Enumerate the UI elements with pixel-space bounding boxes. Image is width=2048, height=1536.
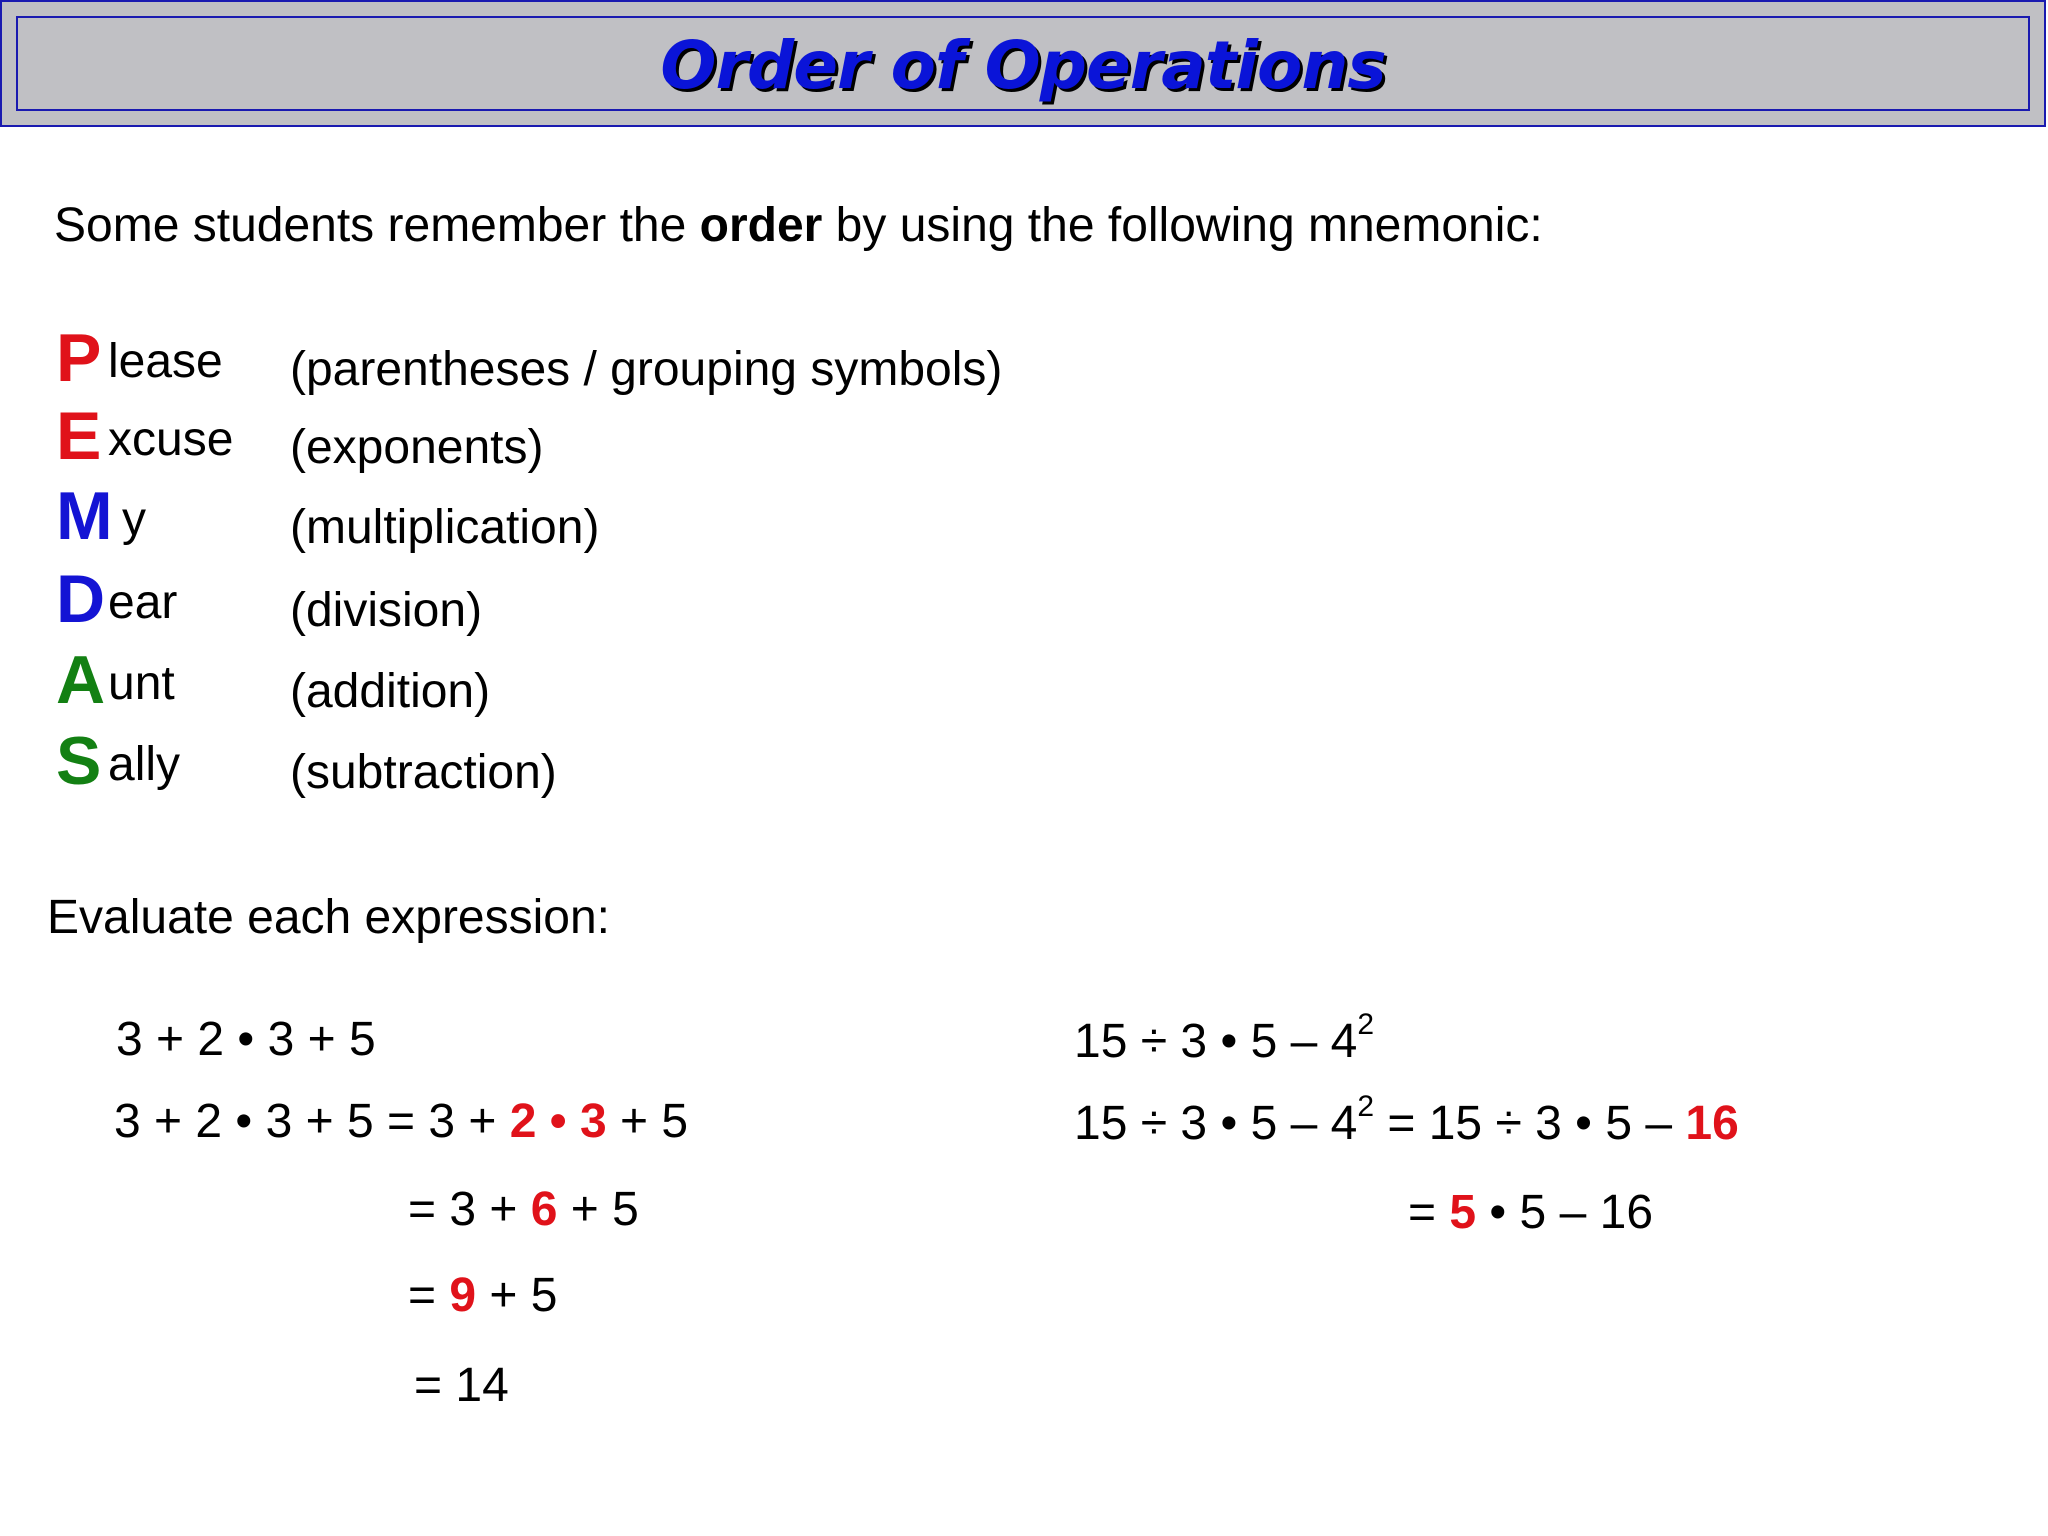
mnemonic-row-a [56, 642, 1156, 722]
intro-bold: order [699, 199, 823, 252]
expr-base: 15 ÷ 3 • 5 – 4 [1074, 1015, 1358, 1068]
expr-exponent: 2 [1357, 1008, 1375, 1041]
mnemonic-meaning: (division) [290, 584, 483, 637]
intro-before: Some students remember the [54, 199, 700, 252]
step-text: = [1408, 1186, 1450, 1239]
example1-step1 [114, 1092, 688, 1152]
step-text: = 15 ÷ 3 • 5 – [1374, 1097, 1686, 1150]
mnemonic-word: ear [108, 576, 178, 629]
example2-expression [1074, 1008, 1375, 1072]
mnemonic-word: xcuse [108, 413, 234, 466]
mnemonic-word: unt [108, 657, 175, 710]
example1-step2 [408, 1180, 639, 1240]
mnemonic-row-m [56, 478, 1156, 558]
mnemonic-word: y [122, 493, 146, 546]
expr-base: 15 ÷ 3 • 5 – 4 [1074, 1097, 1358, 1150]
example1-expression: 3 + 2 • 3 + 5 [116, 1013, 376, 1066]
mnemonic-row-e [56, 398, 1156, 478]
mnemonic-row-p [56, 320, 1156, 400]
expr-exponent: 2 [1357, 1090, 1375, 1123]
mnemonic-meaning: (parentheses / grouping symbols) [290, 343, 1003, 396]
mnemonic-meaning: (exponents) [290, 421, 544, 474]
step-highlight: 6 [530, 1183, 558, 1236]
step-text: + 5 [476, 1269, 558, 1322]
step-text: = 3 + [408, 1183, 531, 1236]
intro-text [54, 196, 1543, 256]
mnemonic-letter: E [56, 398, 102, 474]
mnemonic-word: lease [108, 335, 223, 388]
evaluate-heading: Evaluate each expression: [47, 891, 611, 944]
example1-step4: = 14 [414, 1359, 509, 1412]
step-highlight: 5 [1449, 1186, 1477, 1239]
step-text: = [408, 1269, 450, 1322]
step-highlight: 16 [1685, 1097, 1739, 1150]
mnemonic-meaning: (multiplication) [290, 501, 600, 554]
mnemonic-letter: P [56, 320, 102, 396]
slide-title: Order of Operations [660, 27, 1386, 104]
mnemonic-letter: S [56, 723, 102, 799]
step-highlight: 2 • 3 [509, 1095, 607, 1148]
intro-after: by using the following mnemonic: [822, 199, 1543, 252]
mnemonic-row-s [56, 723, 1156, 803]
step-text: 3 + 2 • 3 + 5 = 3 + [114, 1095, 510, 1148]
mnemonic-letter: M [56, 478, 113, 554]
mnemonic-letter: D [56, 561, 106, 637]
example2-step2 [1408, 1183, 1653, 1243]
mnemonic-word: ally [108, 738, 181, 791]
step-text: + 5 [606, 1095, 689, 1148]
example2-step1 [1074, 1090, 1739, 1154]
mnemonic-meaning: (addition) [290, 665, 491, 718]
mnemonic-meaning: (subtraction) [290, 746, 557, 799]
title-banner [0, 0, 2046, 127]
step-text: • 5 – 16 [1476, 1186, 1654, 1239]
example1-step3 [408, 1266, 557, 1326]
step-highlight: 9 [449, 1269, 477, 1322]
mnemonic-letter: A [56, 642, 106, 718]
step-text: + 5 [557, 1183, 639, 1236]
mnemonic-row-d [56, 561, 1156, 641]
